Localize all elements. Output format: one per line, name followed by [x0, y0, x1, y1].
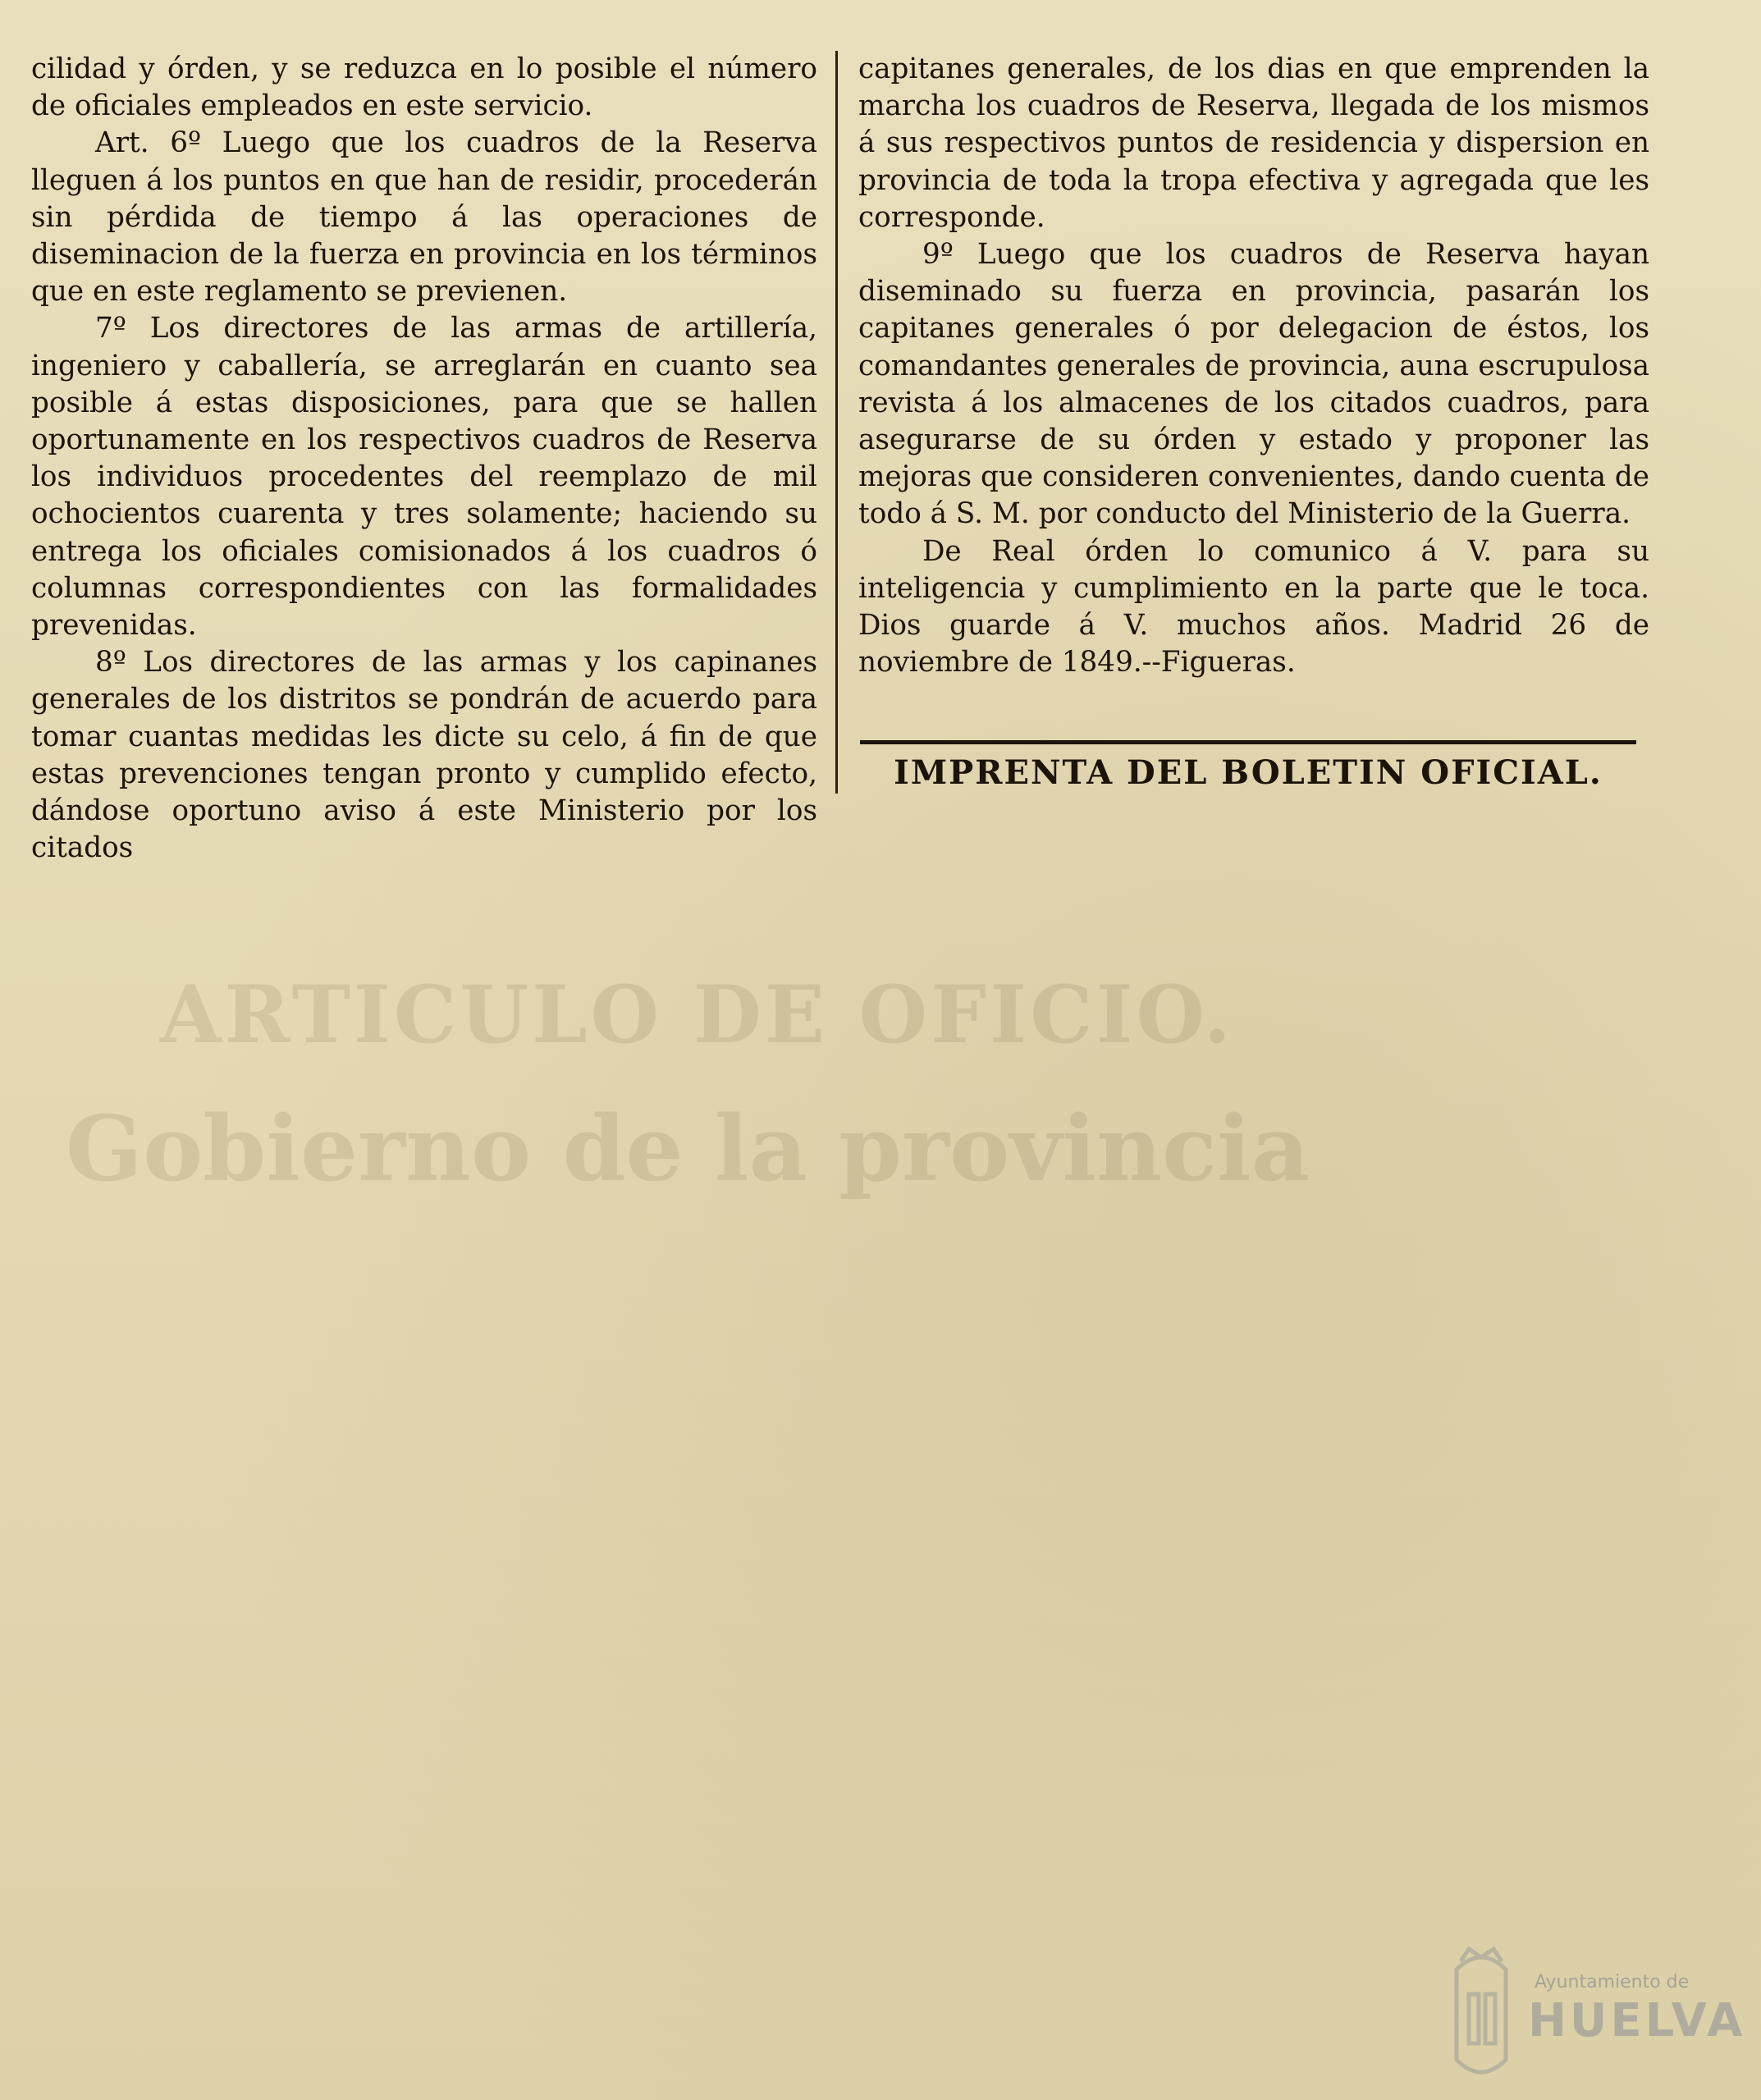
- paragraph-article-8: 8º Los directores de las armas y los capinanes generales de los distritos se pondrán de acuerdo para tomar cuantas medidas les dicte su celo, á fin de que estas prevenciones tengan pronto y cumplido efecto, dándose oportuno aviso á este Ministerio por los citados: [31, 646, 817, 865]
- paragraph-article-8-continued: capitanes generales, de los dias en que emprenden la marcha los cuadros de Reserva, llegada de los mismos á sus respectivos puntos de residencia y dispersion en provincia de toda la tropa efectiva y agregada que les corresponde.: [858, 53, 1649, 234]
- paragraph-article-9: 9º Luego que los cuadros de Reserva hayan diseminado su fuerza en provincia, pasarán los capitanes generales ó por delegacion de éstos, los comandantes generales de provincia, auna escrupulosa revista á los almacenes de los citados cuadros, para asegurarse de su órden y estado y proponer las mejoras que consideren convenientes, dando cuenta de todo á S. M. por conducto del Ministerio de la Guerra.: [858, 238, 1649, 531]
- paragraph-closing: De Real órden lo comunico á V. para su inteligencia y cumplimiento en la parte que le toca. Dios guarde á V. muchos años. Madrid 26 de noviembre de 1849.--Figueras.: [858, 534, 1649, 679]
- paragraph-continuation: cilidad y órden, y se reduzca en lo posible el número de oficiales empleados en este servicio.: [31, 53, 817, 123]
- watermark-name: HUELVA: [1528, 1994, 1746, 2047]
- left-text-column: [31, 51, 817, 867]
- bleed-through-subheading: Gobierno de la provincia: [66, 1096, 1310, 1201]
- paragraph-article-6: Art. 6º Luego que los cuadros de la Reserva lleguen á los puntos en que han de residir, procederán sin pérdida de tiempo á las operaciones de diseminacion de la fuerza en provincia en los términos que en este reglamento se previenen.: [31, 126, 817, 309]
- imprint-line: IMPRENTA DEL BOLETIN OFICIAL.: [894, 753, 1603, 792]
- paragraph-article-7: 7º Los directores de las armas de artillería, ingeniero y caballería, se arreglarán en cuanto sea posible á estas disposiciones, para que se hallen oportunamente en los respectivos cuadros de Reserva los individuos procedentes del reemplazo de mil ochocientos cuarenta y tres solamente; haciendo su entrega los oficiales comisionados á los cuadros ó columnas correspondientes con las formalidades prevenidas.: [31, 312, 817, 643]
- bleed-through-heading: ARTICULO DE OFICIO.: [160, 968, 1234, 1061]
- imprint-rule: [860, 740, 1636, 744]
- right-text-column: [858, 51, 1649, 681]
- watermark-caption: Ayuntamiento de: [1535, 1972, 1690, 1992]
- column-divider: [835, 51, 838, 794]
